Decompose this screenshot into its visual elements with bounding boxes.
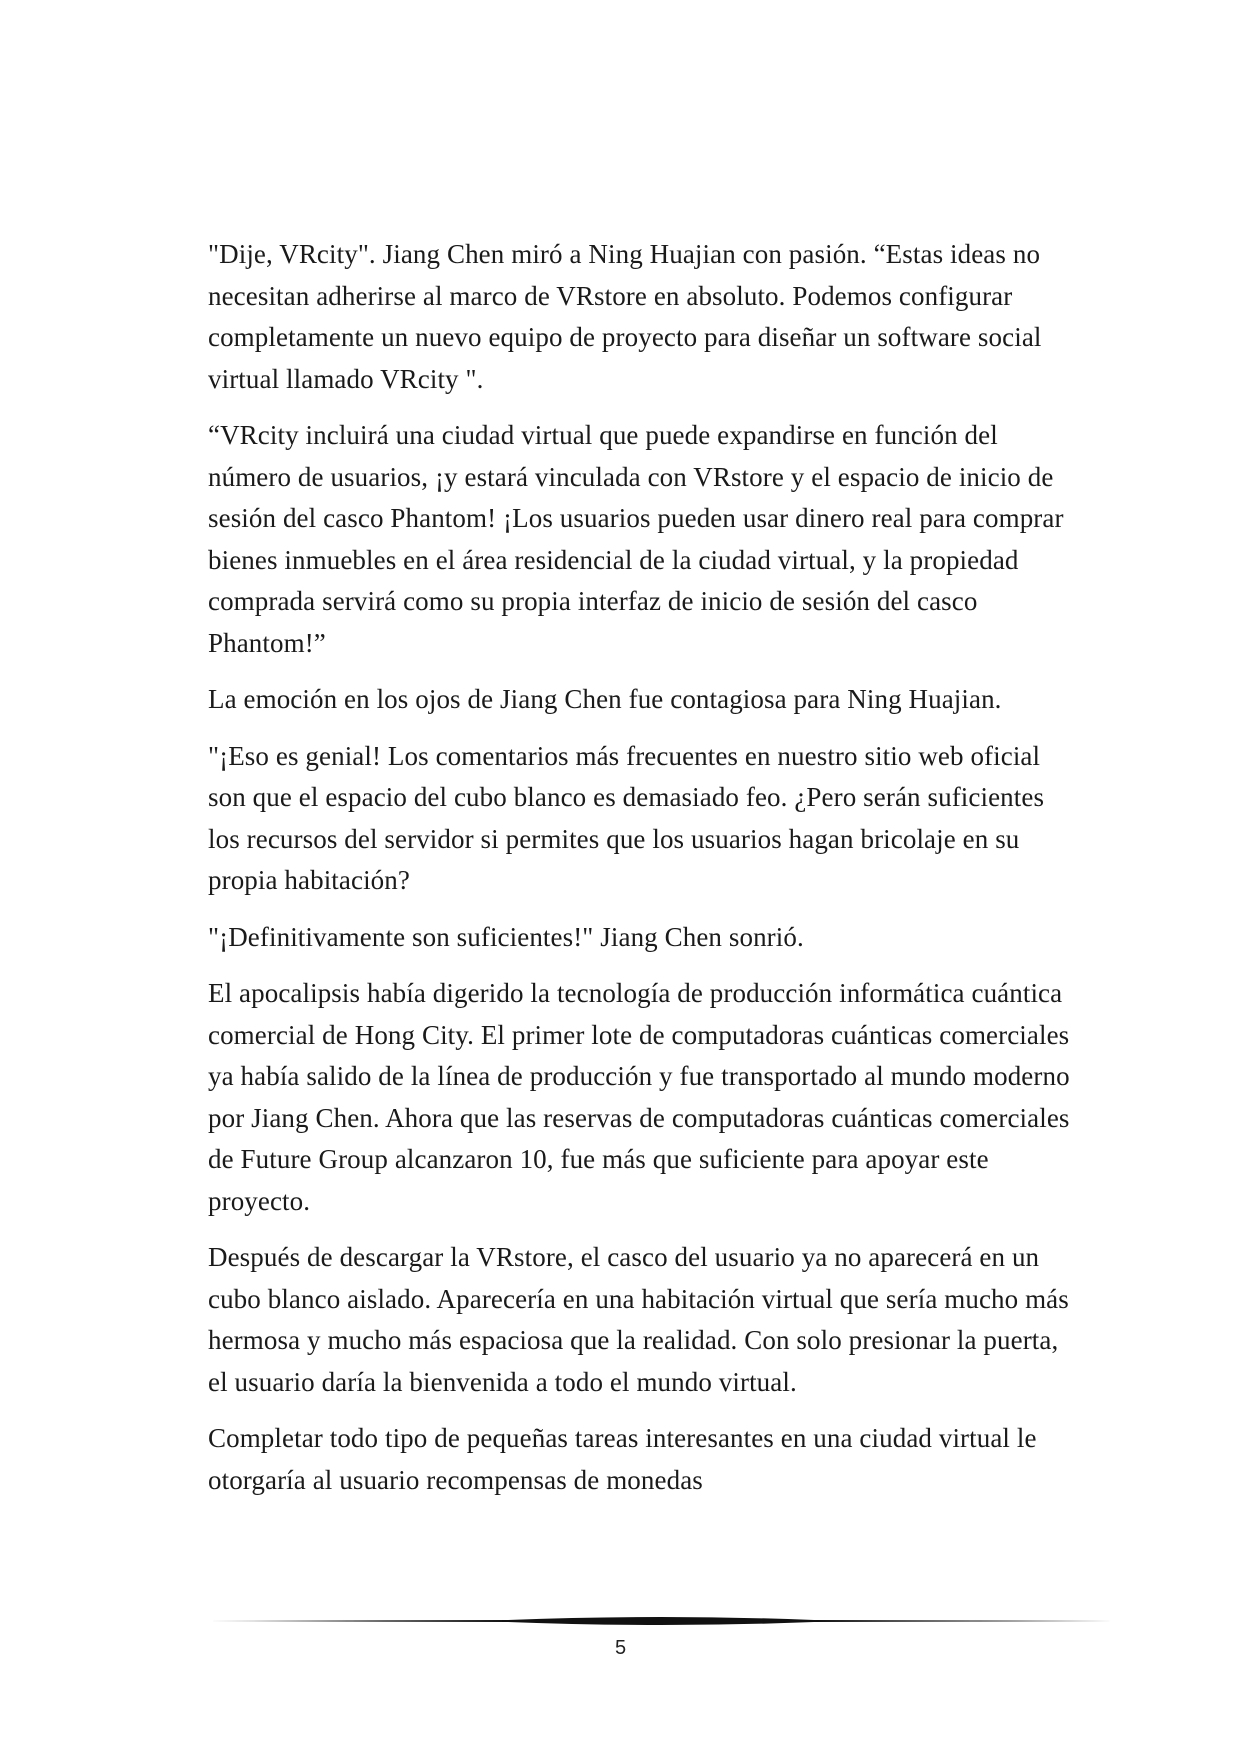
footer-divider — [208, 1614, 1113, 1628]
paragraph: “VRcity incluirá una ciudad virtual que puede expandirse en función del número de usuarios, ¡y estará vinculada con VRstore y el espacio de inicio de sesión del casco Phantom! ¡Los usuarios pueden usar dinero real para comprar bienes inmuebles en el área residencial de la ciudad virtual, y la propiedad comprada servirá como su propia interfaz de inicio de sesión del casco Phantom!” — [208, 420, 1064, 658]
paragraph: "¡Definitivamente son suficientes!" Jiang Chen sonrió. — [208, 921, 804, 952]
paragraph: Completar todo tipo de pequeñas tareas interesantes en una ciudad virtual le otorgaría al usuario recompensas de monedas — [208, 1423, 1037, 1495]
paragraph: Después de descargar la VRstore, el casco del usuario ya no aparecerá en un cubo blanco aislado. Aparecería en una habitación virtual que sería mucho más hermosa y mucho más espaciosa que la realidad. Con solo presionar la puerta, el usuario daría la bienvenida a todo el mundo virtual. — [208, 1242, 1069, 1397]
page-number: 5 — [614, 1637, 627, 1659]
paragraph: "Dije, VRcity". Jiang Chen miró a Ning Huajian con pasión. “Estas ideas no necesitan adherirse al marco de VRstore en absoluto. Podemos configurar completamente un nuevo equipo de proyecto para diseñar un software social virtual llamado VRcity ". — [208, 239, 1042, 394]
paragraph: La emoción en los ojos de Jiang Chen fue contagiosa para Ning Huajian. — [208, 684, 1002, 714]
paragraph: El apocalipsis había digerido la tecnología de producción informática cuántica comercial de Hong City. El primer lote de computadoras cuánticas comerciales ya había salido de la línea de producción y fue transportado al mundo moderno por Jiang Chen. Ahora que las reservas de computadoras cuánticas comerciales de Future Group alcanzaron 10, fue más que suficiente para apoyar este proyecto. — [208, 978, 1070, 1216]
body-text — [208, 234, 1078, 1516]
paragraph: "¡Eso es genial! Los comentarios más frecuentes en nuestro sitio web oficial son que el espacio del cubo blanco es demasiado feo. ¿Pero serán suficientes los recursos del servidor si permites que los usuarios hagan bricolaje en su propia habitación? — [208, 740, 1045, 895]
